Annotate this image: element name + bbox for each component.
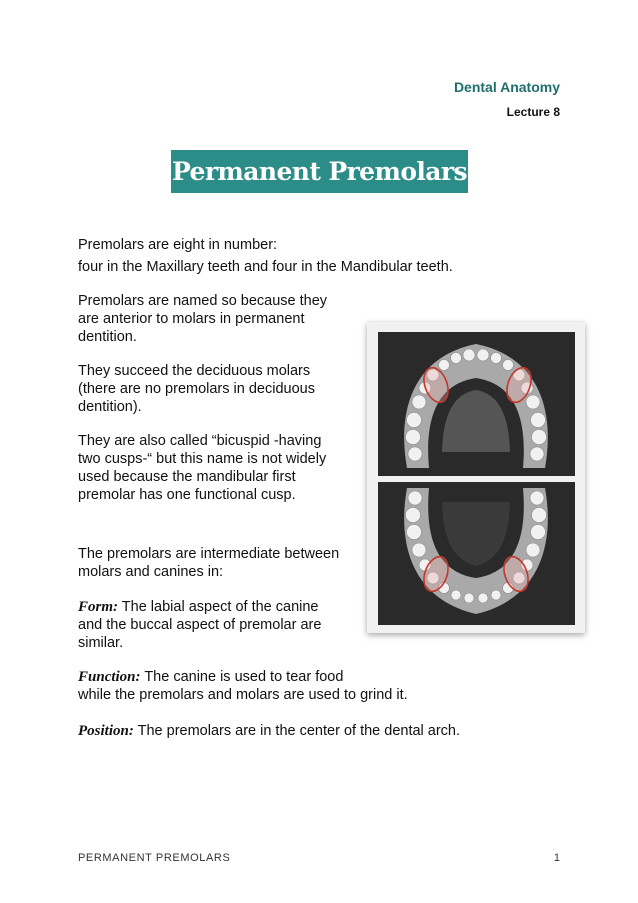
- page-title: Permanent Premolars: [172, 157, 467, 186]
- text-line: similar.: [78, 635, 124, 651]
- footer-section-title: PERMANENT PREMOLARS: [78, 852, 231, 864]
- position-line: [78, 722, 460, 740]
- text-line: (there are no premolars in deciduous: [78, 381, 315, 397]
- text-line: They are also called “bicuspid -having: [78, 433, 322, 449]
- text-line: used because the mandibular first: [78, 469, 296, 485]
- text-line: while the premolars and molars are used to grind it.: [78, 687, 408, 703]
- form-line: [78, 598, 318, 616]
- text-line: molars and canines in:: [78, 564, 224, 580]
- text-line: dentition.: [78, 329, 137, 345]
- text-line: The premolars are intermediate between: [78, 546, 340, 562]
- form-label: Form:: [78, 599, 119, 615]
- function-label: Function:: [78, 669, 141, 685]
- text-line: and the buccal aspect of premolar are: [78, 617, 322, 633]
- dental-arch-illustration: [367, 322, 585, 633]
- text-line: Premolars are named so because they: [78, 293, 328, 309]
- text-line: Premolars are eight in number:: [78, 237, 278, 253]
- function-line: [78, 668, 343, 686]
- position-text: The premolars are in the center of the dental arch.: [137, 723, 461, 739]
- text-line: four in the Maxillary teeth and four in the Mandibular teeth.: [78, 259, 453, 275]
- page-number: 1: [553, 852, 560, 864]
- dental-arch-figure: [367, 322, 585, 633]
- lecture-number: Lecture 8: [506, 105, 560, 119]
- text-line: They succeed the deciduous molars: [78, 363, 311, 379]
- form-text: The labial aspect of the canine: [121, 599, 319, 615]
- text-line: two cusps-“ but this name is not widely: [78, 451, 327, 467]
- position-label: Position:: [78, 723, 134, 739]
- text-line: are anterior to molars in permanent: [78, 311, 305, 327]
- title-banner: [171, 150, 468, 193]
- function-text: The canine is used to tear food: [144, 669, 344, 685]
- text-line: premolar has one functional cusp.: [78, 487, 296, 503]
- course-title: Dental Anatomy: [453, 79, 560, 95]
- text-line: dentition).: [78, 399, 142, 415]
